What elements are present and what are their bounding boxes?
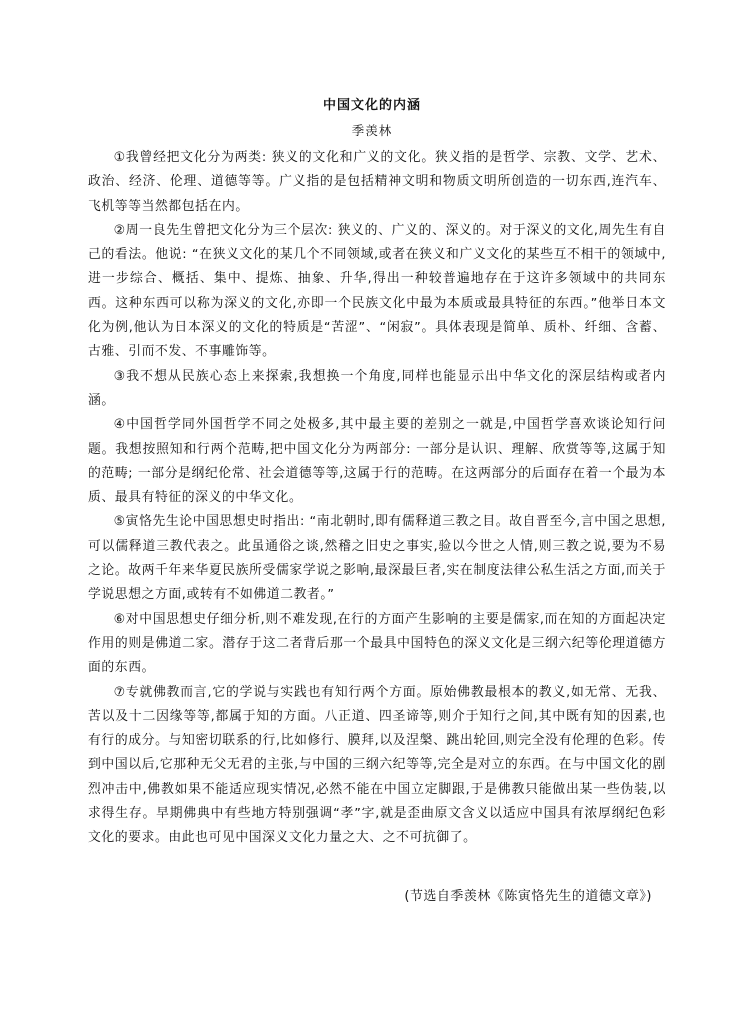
source-citation: (节选自季羡林《陈寅恪先生的道德文章》) <box>404 889 652 904</box>
paragraph-6: ⑥对中国思想史仔细分析,则不难发现,在行的方面产生影响的主要是儒家,而在知的方面起决定作用的则是佛道二家。潜存于这二者背后那一个最具中国特色的深义文化是三纲六纪等伦理道德方面的东西。 <box>88 611 666 676</box>
article-author: 季羡林 <box>351 123 393 138</box>
paragraph-5: ⑤寅恪先生论中国思想史时指出: “南北朝时,即有儒释道三教之目。故自晋至今,言中国之思想,可以儒释道三教代表之。此虽通俗之谈,然稽之旧史之事实,验以今世之人情,则三教之说,要为不易之论。故两千年来华夏民族所受儒家学说之影响,最深最巨者,实在制度法律公私生活之方面,而关于学说思想之方面,或转有不如佛道二教者。” <box>88 514 666 603</box>
paragraph-1: ①我曾经把文化分为两类: 狭义的文化和广义的文化。狭义指的是哲学、宗教、文学、艺术、政治、经济、伦理、道德等等。广义指的是包括精神文明和物质文明所创造的一切东西,连汽车、飞机等等当然都包括在内。 <box>88 150 666 214</box>
paragraph-2: ②周一良先生曾把文化分为三个层次: 狭义的、广义的、深义的。对于深义的文化,周先生有自己的看法。他说: “在狭义文化的某几个不同领域,或者在狭义和广义文化的某些互不相干的领域中,进一步综合、概括、集中、提炼、抽象、升华,得出一种较普遍地存在于这许多领域中的共同东西。这种东西可以称为深义的文化,亦即一个民族文化中最为本质或最具特征的东西。”他举日本文化为例,他认为日本深义的文化的特质是“苦涩”、“闲寂”。具体表现是简单、质朴、纤细、含蓄、古雅、引而不发、不事雕饰等。 <box>88 222 666 360</box>
article-title: 中国文化的内涵 <box>322 98 421 113</box>
paragraph-4: ④中国哲学同外国哲学不同之处极多,其中最主要的差别之一就是,中国哲学喜欢谈论知行问题。我想按照知和行两个范畴,把中国文化分为两部分: 一部分是认识、理解、欣赏等等,这属于知的范畴; 一部分是纲纪伦常、社会道德等等,这属于行的范畴。在这两部分的后面存在着一个最为本质、最具有特征的深义的中华文化。 <box>88 417 666 506</box>
article-body <box>88 146 666 851</box>
paragraph-3: ③我不想从民族心态上来探索,我想换一个角度,同样也能显示出中华文化的深层结构或者内涵。 <box>88 368 666 408</box>
paragraph-7: ⑦专就佛教而言,它的学说与实践也有知行两个方面。原始佛教最根本的教义,如无常、无我、苦以及十二因缘等等,都属于知的方面。八正道、四圣谛等,则介于知行之间,其中既有知的因素,也有行的成分。与知密切联系的行,比如修行、膜拜,以及涅槃、跳出轮回,则完全没有伦理的色彩。传到中国以后,它那种无父无君的主张,与中国的三纲六纪等等,完全是对立的东西。在与中国文化的剧烈冲击中,佛教如果不能适应现实情况,必然不能在中国立定脚跟,于是佛教只能做出某一些伪装,以求得生存。早期佛典中有些地方特别强调“孝”字,就是歪曲原文含义以适应中国具有浓厚纲纪色彩文化的要求。由此也可见中国深义文化力量之大、之不可抗御了。 <box>88 684 666 846</box>
